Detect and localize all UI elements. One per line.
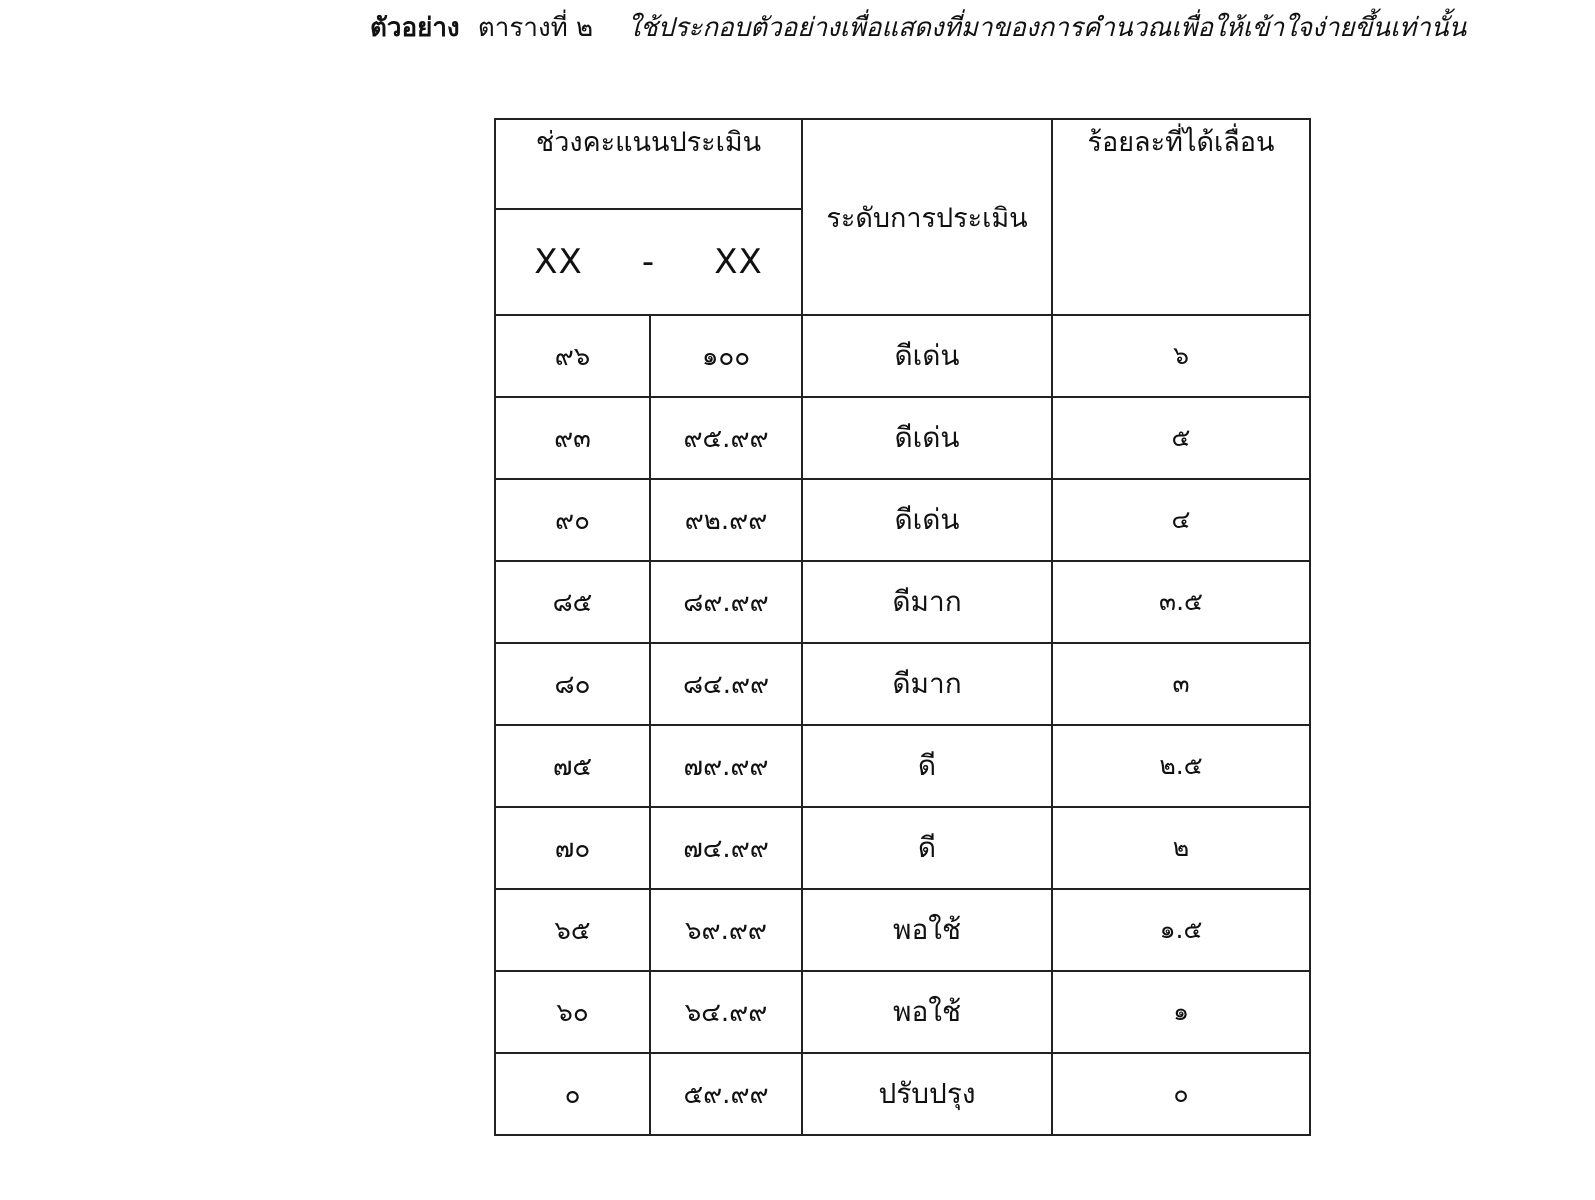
table-body [495, 315, 1310, 1135]
cell-score-max: ๗๙.๙๙ [650, 725, 802, 807]
cell-score-min: ๙๐ [495, 479, 650, 561]
table-header [495, 119, 1310, 315]
table-row [495, 889, 1310, 971]
caption-table-ref: ตารางที่ ๒ [477, 13, 594, 43]
header-row-top [495, 119, 1310, 209]
cell-score-max: ๘๔.๙๙ [650, 643, 802, 725]
cell-score-max: ๗๔.๙๙ [650, 807, 802, 889]
cell-score-min: ๗๐ [495, 807, 650, 889]
cell-level: พอใช้ [802, 971, 1052, 1053]
header-level: ระดับการประเมิน [802, 119, 1052, 315]
cell-score-max: ๘๙.๙๙ [650, 561, 802, 643]
cell-percent: ๐ [1052, 1053, 1310, 1135]
table-row [495, 479, 1310, 561]
table-row [495, 807, 1310, 889]
table-row [495, 561, 1310, 643]
cell-score-max: ๑๐๐ [650, 315, 802, 397]
cell-score-min: ๘๕ [495, 561, 650, 643]
cell-level: ดีเด่น [802, 397, 1052, 479]
cell-score-max: ๙๕.๙๙ [650, 397, 802, 479]
cell-level: ดี [802, 807, 1052, 889]
cell-score-min: ๗๕ [495, 725, 650, 807]
cell-score-min: ๖๐ [495, 971, 650, 1053]
cell-percent: ๔ [1052, 479, 1310, 561]
cell-score-min: ๙๓ [495, 397, 650, 479]
table-row [495, 643, 1310, 725]
cell-level: ดีเด่น [802, 315, 1052, 397]
table-row [495, 397, 1310, 479]
table-row [495, 315, 1310, 397]
caption-note: ใช้ประกอบตัวอย่างเพื่อแสดงที่มาของการคำนวณเพื่อให้เข้าใจง่ายขึ้นเท่านั้น [627, 13, 1467, 43]
cell-score-max: ๕๙.๙๙ [650, 1053, 802, 1135]
cell-percent: ๓.๕ [1052, 561, 1310, 643]
cell-percent: ๕ [1052, 397, 1310, 479]
cell-level: ดีเด่น [802, 479, 1052, 561]
cell-score-max: ๖๔.๙๙ [650, 971, 802, 1053]
cell-percent: ๑.๕ [1052, 889, 1310, 971]
cell-score-min: ๐ [495, 1053, 650, 1135]
cell-level: ดีมาก [802, 643, 1052, 725]
cell-percent: ๖ [1052, 315, 1310, 397]
table-row [495, 971, 1310, 1053]
cell-level: ปรับปรุง [802, 1053, 1052, 1135]
cell-score-min: ๘๐ [495, 643, 650, 725]
cell-percent: ๓ [1052, 643, 1310, 725]
range-min-placeholder: XX [534, 242, 583, 282]
cell-percent: ๒ [1052, 807, 1310, 889]
header-score-range: ช่วงคะแนนประเมิน [495, 119, 802, 209]
cell-score-min: ๙๖ [495, 315, 650, 397]
cell-percent: ๒.๕ [1052, 725, 1310, 807]
cell-score-min: ๖๕ [495, 889, 650, 971]
caption-label: ตัวอย่าง [370, 13, 460, 43]
cell-score-max: ๖๙.๙๙ [650, 889, 802, 971]
range-separator: - [641, 242, 656, 282]
table-row [495, 725, 1310, 807]
range-max-placeholder: XX [714, 242, 763, 282]
header-percent: ร้อยละที่ได้เลื่อน [1052, 119, 1310, 315]
cell-percent: ๑ [1052, 971, 1310, 1053]
cell-score-max: ๙๒.๙๙ [650, 479, 802, 561]
cell-level: ดีมาก [802, 561, 1052, 643]
cell-level: ดี [802, 725, 1052, 807]
cell-level: พอใช้ [802, 889, 1052, 971]
header-range-format [495, 209, 802, 315]
table-caption [370, 8, 1570, 48]
score-table [494, 118, 1311, 1136]
table-row [495, 1053, 1310, 1135]
